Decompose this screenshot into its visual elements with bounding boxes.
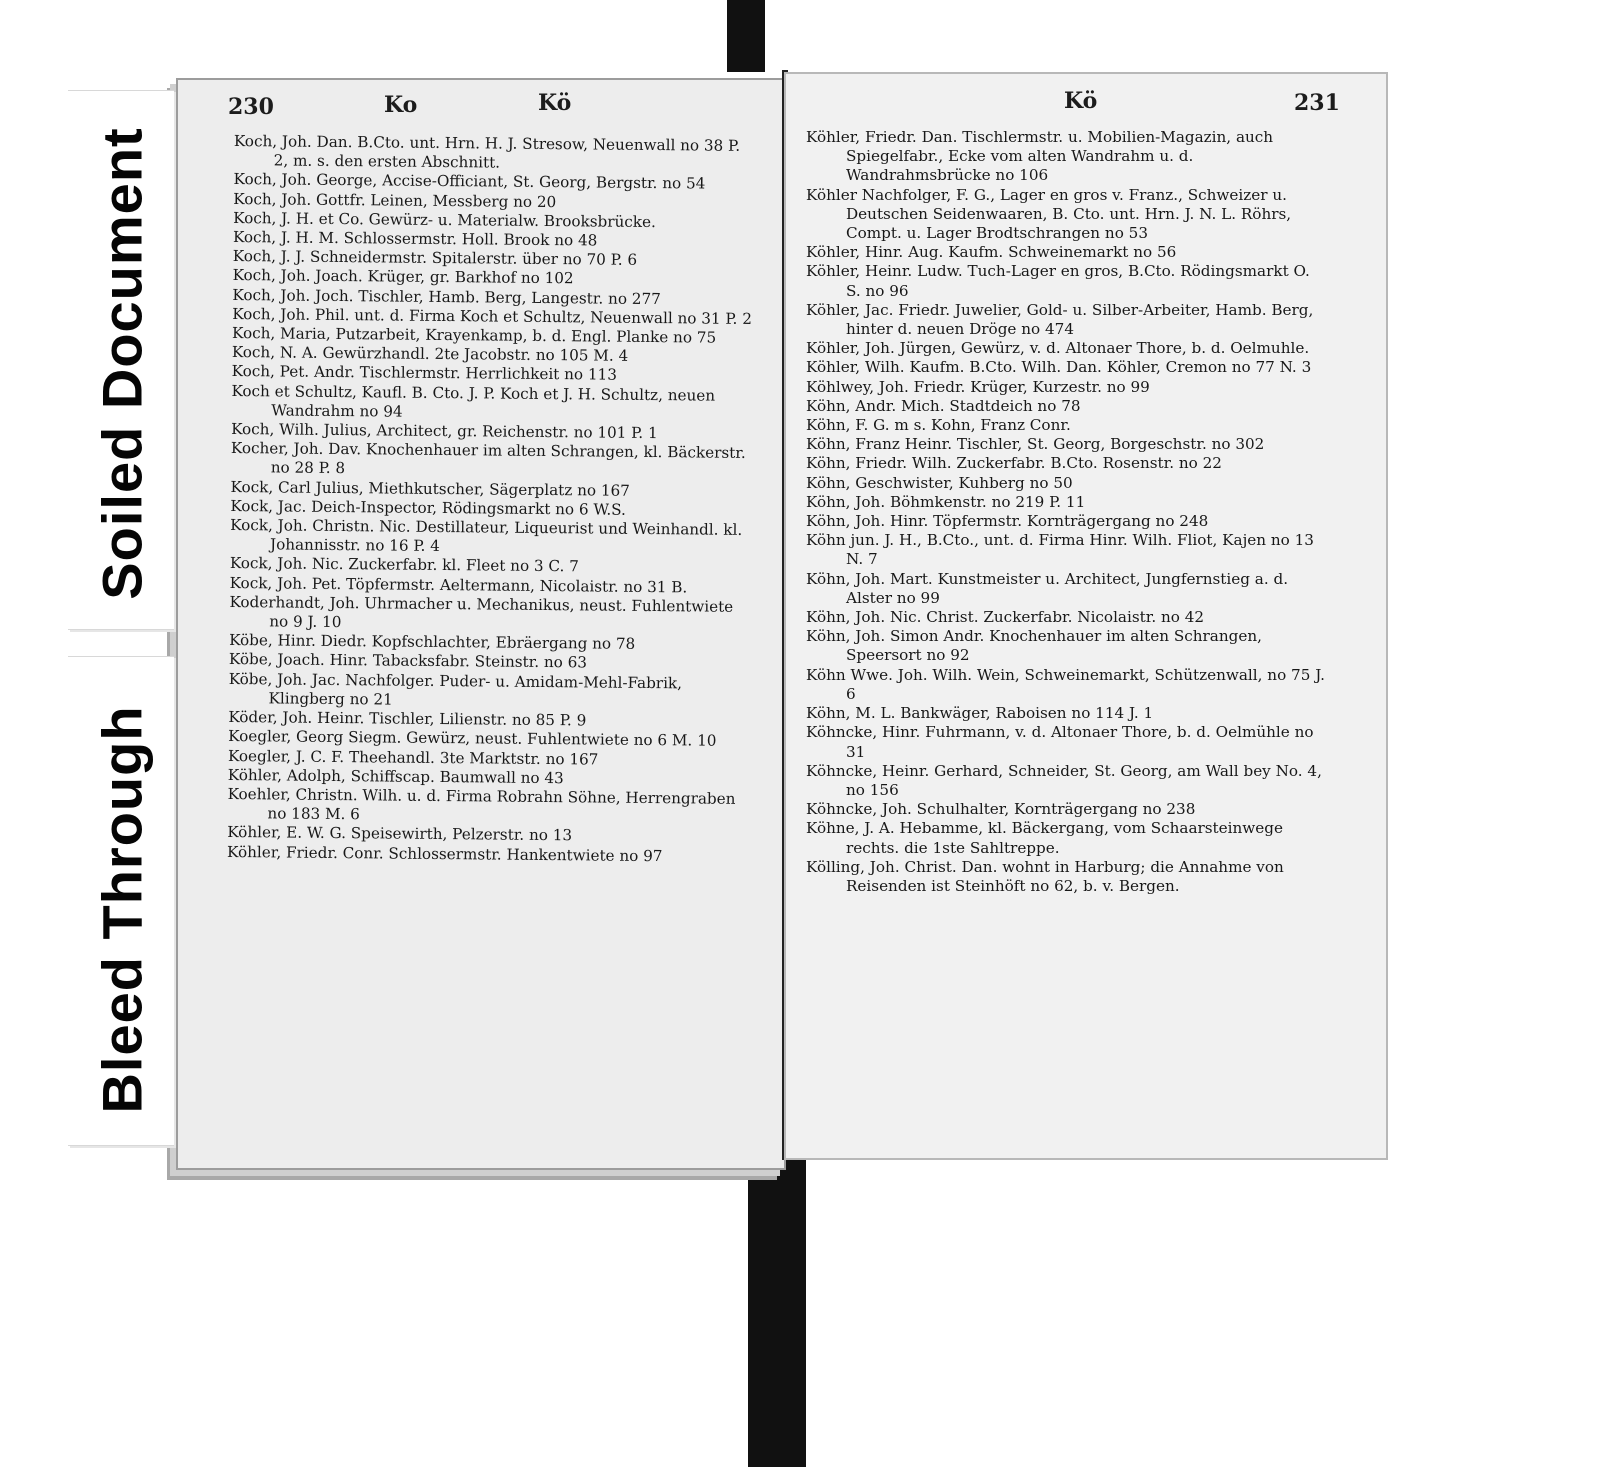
book-spine-bottom — [748, 1156, 806, 1467]
directory-entry: Köhncke, Joh. Schulhalter, Kornträgergang no 238 — [806, 800, 1196, 819]
directory-entry: Köhler, Hinr. Aug. Kaufm. Schweinemarkt no 56 — [806, 243, 1177, 262]
directory-entry: Köhler, Heinr. Ludw. Tuch-Lager en gros, B.Cto. Rödingsmarkt O. S. no 96 — [806, 262, 1310, 300]
directory-entry: Köhler, Joh. Jürgen, Gewürz, v. d. Altonaer Thore, b. d. Oelmuhle. — [806, 339, 1310, 358]
directory-entry: Koehler, Christn. Wilh. u. d. Firma Robrahn Söhne, Herrengraben no 183 M. 6 — [227, 784, 736, 824]
book-spine-top — [727, 0, 765, 72]
directory-entry: Köhn, F. G. m s. Kohn, Franz Conr. — [806, 416, 1071, 435]
directory-entry: Köhler, Wilh. Kaufm. B.Cto. Wilh. Dan. Köhler, Cremon no 77 N. 3 — [806, 358, 1312, 377]
directory-entry: Koch, Joh. Gottfr. Leinen, Messberg no 20 — [233, 189, 557, 211]
directory-entry: Köhn Wwe. Joh. Wilh. Wein, Schweinemarkt, Schützenwall, no 75 J. 6 — [806, 665, 1325, 703]
bleed-through-label — [68, 656, 174, 1146]
directory-entry: Kölling, Joh. Christ. Dan. wohnt in Harburg; die Annahme von Reisenden ist Steinhöft no 62, b. v. Bergen. — [806, 857, 1284, 895]
directory-entry: Koch, Joh. George, Accise-Officiant, St. Georg, Bergstr. no 54 — [233, 170, 706, 193]
soiled-document-text: Soiled Document — [90, 127, 154, 600]
directory-entry: Köhler, Adolph, Schiffscap. Baumwall no 43 — [227, 765, 564, 787]
left-running-head-ko: Ko — [384, 92, 418, 118]
directory-entry: Koch, Maria, Putzarbeit, Krayenkamp, b. d. Engl. Planke no 75 — [231, 324, 717, 347]
left-page — [176, 78, 786, 1170]
directory-entry: Koch, Joh. Joach. Krüger, gr. Barkhof no 102 — [232, 266, 574, 288]
directory-entry: Koch, Pet. Andr. Tischlermstr. Herrlichkeit no 113 — [231, 362, 617, 385]
directory-entry: Koegler, J. C. F. Theehandl. 3te Marktstr. no 167 — [227, 746, 599, 769]
directory-entry: Köhler, Friedr. Conr. Schlossermstr. Hankentwiete no 97 — [227, 842, 663, 865]
directory-entry: Köhn, Joh. Nic. Christ. Zuckerfabr. Nicolaistr. no 42 — [806, 608, 1205, 627]
left-page-number: 230 — [228, 94, 274, 120]
directory-entry: Köhne, J. A. Hebamme, kl. Bäckergang, vom Schaarsteinwege rechts. die 1ste Sahltreppe. — [806, 819, 1283, 857]
directory-entry: Koderhandt, Joh. Uhrmacher u. Mechanikus, neust. Fuhlentwiete no 9 J. 10 — [229, 592, 734, 632]
right-page-number: 231 — [1294, 90, 1340, 116]
directory-entry: Koch, J. J. Schneidermstr. Spitalerstr. über no 70 P. 6 — [232, 247, 638, 270]
soiled-document-label — [68, 90, 174, 630]
left-running-head-koe: Kö — [538, 90, 572, 116]
directory-entry: Köhn jun. J. H., B.Cto., unt. d. Firma Hinr. Wilh. Fliot, Kajen no 13 N. 7 — [806, 531, 1314, 569]
directory-entry: Koch, J. H. et Co. Gewürz- u. Materialw. Brooksbrücke. — [233, 208, 656, 231]
directory-entry: Kock, Joh. Nic. Zuckerfabr. kl. Fleet no 3 C. 7 — [229, 554, 579, 576]
directory-entry: Köhn, Geschwister, Kuhberg no 50 — [806, 473, 1073, 492]
directory-entry: Kock, Joh. Pet. Töpfermstr. Aeltermann, Nicolaistr. no 31 B. — [229, 573, 688, 597]
directory-entry: Kocher, Joh. Dav. Knochenhauer im alten Schrangen, kl. Bäckerstr. no 28 P. 8 — [230, 439, 746, 478]
directory-entry: Köder, Joh. Heinr. Tischler, Lilienstr. no 85 P. 9 — [228, 708, 587, 730]
directory-entry: Koch, Wilh. Julius, Architect, gr. Reichenstr. no 101 P. 1 — [231, 420, 658, 443]
left-entry-list — [227, 132, 759, 867]
directory-entry: Koch, Joh. Phil. unt. d. Firma Koch et Schultz, Neuenwall no 31 P. 2 — [232, 304, 753, 328]
directory-entry: Köbe, Joh. Jac. Nachfolger. Puder- u. Amidam-Mehl-Fabrik, Klingberg no 21 — [228, 669, 683, 709]
directory-entry: Köhn, Friedr. Wilh. Zuckerfabr. B.Cto. Rosenstr. no 22 — [806, 454, 1222, 473]
directory-entry: Kock, Joh. Christn. Nic. Destillateur, Liqueurist und Weinhandl. kl. Johannisstr. no 16 P. 4 — [230, 516, 743, 556]
directory-entry: Köhn, Franz Heinr. Tischler, St. Georg, Borgeschstr. no 302 — [806, 435, 1265, 454]
directory-entry: Kock, Jac. Deich-Inspector, Rödingsmarkt no 6 W.S. — [230, 496, 626, 519]
directory-entry: Köhlwey, Joh. Friedr. Krüger, Kurzestr. no 99 — [806, 377, 1150, 396]
right-entry-list — [806, 128, 1326, 896]
directory-entry: Köhncke, Hinr. Fuhrmann, v. d. Altonaer Thore, b. d. Oelmühle no 31 — [806, 723, 1314, 761]
directory-entry: Köhler, Jac. Friedr. Juwelier, Gold- u. Silber-Arbeiter, Hamb. Berg, hinter d. neuen Dröge no 474 — [806, 300, 1314, 339]
directory-entry: Köhn, Joh. Simon Andr. Knochenhauer im alten Schrangen, Speersort no 92 — [806, 627, 1262, 665]
bleed-through-text: Bleed Through — [90, 705, 154, 1114]
right-running-head-koe: Kö — [1064, 88, 1098, 114]
directory-entry: Köbe, Hinr. Diedr. Kopfschlachter, Ebräergang no 78 — [229, 631, 636, 654]
directory-entry: Köhler, Friedr. Dan. Tischlermstr. u. Mobilien-Magazin, auch Spiegelfabr., Ecke vom alten Wandrahm u. d. Wandrahmsbrücke no 106 — [806, 128, 1274, 185]
directory-entry: Kock, Carl Julius, Miethkutscher, Sägerplatz no 167 — [230, 477, 630, 500]
directory-entry: Koch, Joh. Joch. Tischler, Hamb. Berg, Langestr. no 277 — [232, 285, 661, 308]
directory-entry: Köhler Nachfolger, F. G., Lager en gros v. Franz., Schweizer u. Deutschen Seidenwaaren, B. Cto. unt. Hrn. J. N. L. Röhrs, Compt. u. Lager Brodtschrangen no 53 — [806, 185, 1292, 243]
directory-entry: Köhncke, Heinr. Gerhard, Schneider, St. Georg, am Wall bey No. 4, no 156 — [806, 761, 1322, 799]
directory-entry: Koch, Joh. Dan. B.Cto. unt. Hrn. H. J. Stresow, Neuenwall no 38 P. 2, m. s. den ersten Abschnitt. — [233, 132, 741, 172]
directory-entry: Koch, N. A. Gewürzhandl. 2te Jacobstr. no 105 M. 4 — [231, 343, 629, 366]
directory-entry: Köhn, Joh. Hinr. Töpfermstr. Kornträgergang no 248 — [806, 512, 1209, 531]
right-page — [784, 72, 1388, 1160]
directory-entry: Köbe, Joach. Hinr. Tabacksfabr. Steinstr. no 63 — [228, 650, 588, 672]
directory-entry: Köhn, Joh. Böhmkenstr. no 219 P. 11 — [806, 492, 1086, 511]
directory-entry: Koegler, Georg Siegm. Gewürz, neust. Fuhlentwiete no 6 M. 10 — [228, 727, 717, 750]
directory-entry: Koch et Schultz, Kaufl. B. Cto. J. P. Koch et J. H. Schultz, neuen Wandrahm no 94 — [231, 381, 716, 421]
directory-entry: Köhn, Joh. Mart. Kunstmeister u. Architect, Jungfernstieg a. d. Alster no 99 — [806, 569, 1289, 607]
directory-entry: Köhn, M. L. Bankwäger, Raboisen no 114 J. 1 — [806, 704, 1154, 723]
directory-entry: Köhn, Andr. Mich. Stadtdeich no 78 — [806, 396, 1081, 415]
directory-entry: Köhler, E. W. G. Speisewirth, Pelzerstr. no 13 — [227, 823, 573, 845]
directory-entry: Koch, J. H. M. Schlossermstr. Holl. Brook no 48 — [232, 228, 598, 250]
